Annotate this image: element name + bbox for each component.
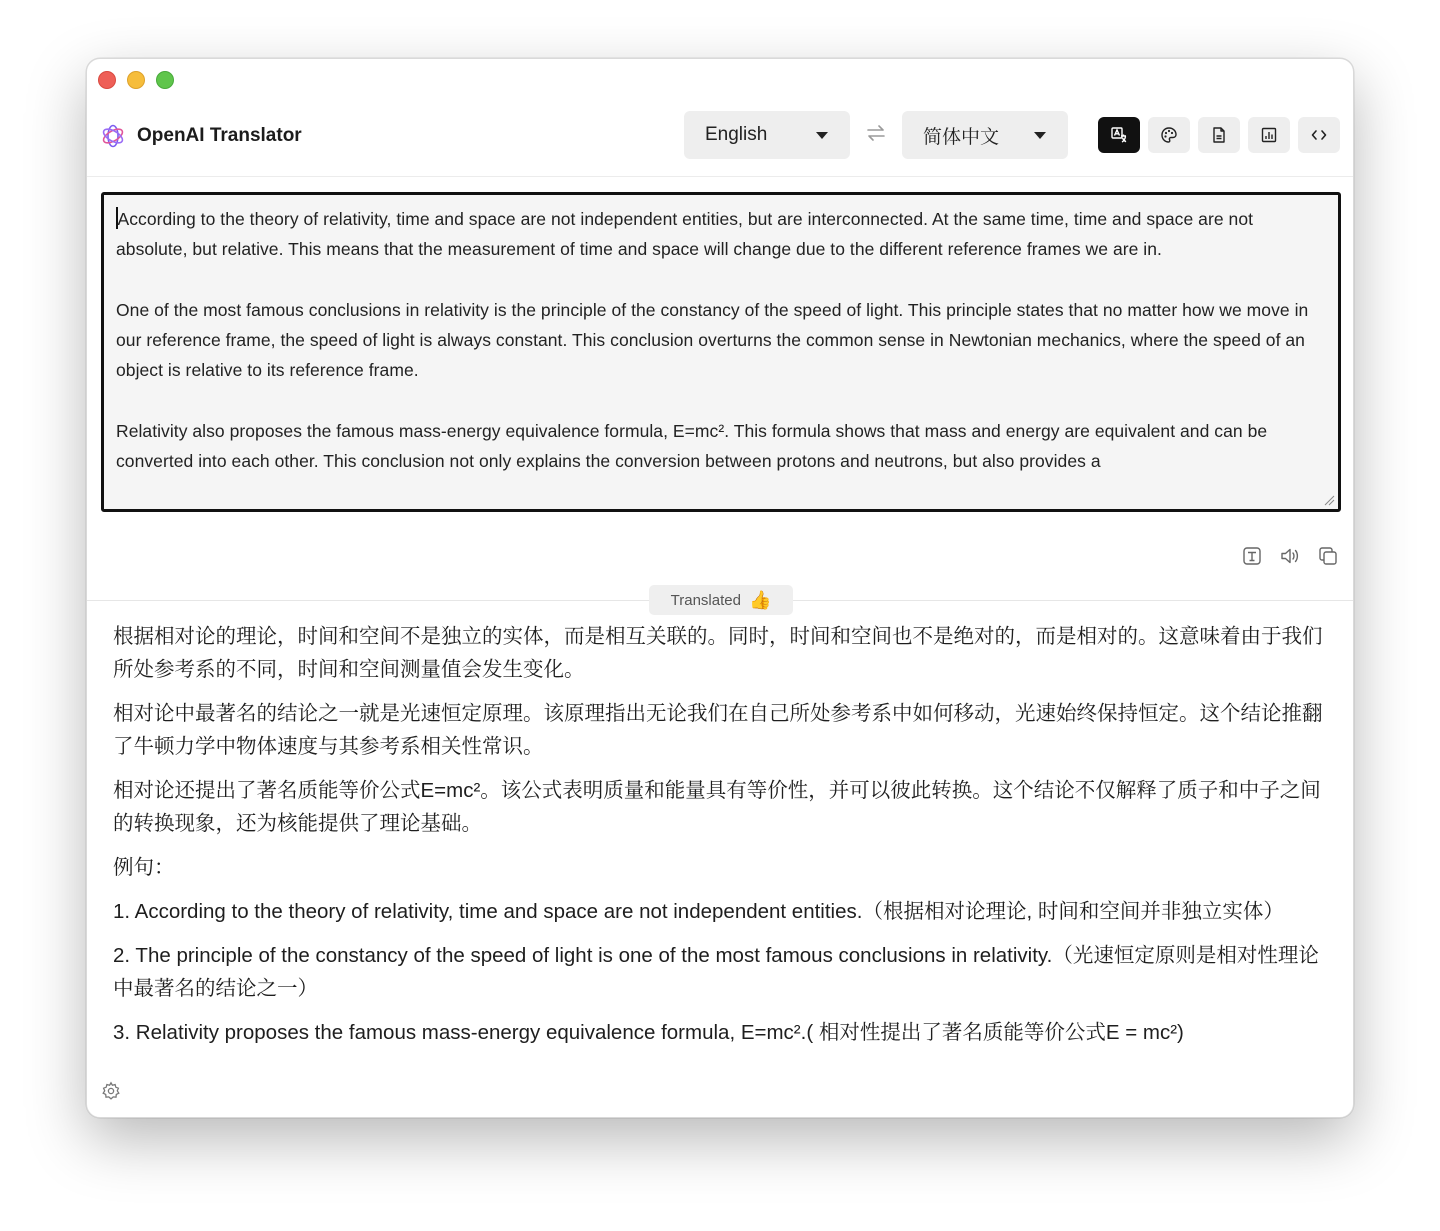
openai-logo-icon [100, 123, 126, 149]
result-paragraph: 例句： [113, 856, 175, 879]
app-title: OpenAI Translator [137, 125, 302, 146]
swap-languages-icon[interactable] [865, 124, 887, 142]
thumbs-up-icon: 👍 [748, 590, 772, 610]
app-window [86, 58, 1354, 1118]
text-format-icon[interactable] [1241, 545, 1263, 567]
translate-icon [1110, 126, 1128, 144]
resize-grip-icon[interactable] [1323, 494, 1335, 506]
source-actions [1241, 545, 1339, 567]
target-language-select[interactable] [902, 111, 1068, 159]
analyze-mode-button[interactable] [1248, 117, 1290, 153]
source-language-select[interactable] [684, 111, 850, 159]
source-paragraph: According to the theory of relativity, time and space are not independent entities, but are interconnected. At the same time, time and space are not absolute, but relative. This means that the measurement of time and space will change due to the different reference frames we are in. [116, 209, 1254, 260]
source-text-content [116, 204, 1325, 477]
translation-result [113, 620, 1333, 1068]
code-icon [1310, 126, 1328, 144]
status-label: Translated [670, 591, 741, 609]
chevron-down-icon [816, 132, 828, 139]
summarize-mode-button[interactable] [1198, 117, 1240, 153]
polish-mode-button[interactable] [1148, 117, 1190, 153]
result-paragraph: 相对论还提出了著名质能等价公式E=mc²。该公式表明质量和能量具有等价性，并可以彼此转换。这个结论不仅解释了质子和中子之间的转换现象，还为核能提供了理论基础。 [113, 779, 1321, 835]
source-paragraph: One of the most famous conclusions in relativity is the principle of the constancy of the speed of light. This principle states that no matter how we move in our reference frame, the speed of light is always constant. This conclusion overturns the common sense in Newtonian mechanics, where the speed of an object is relative to its reference frame. [116, 299, 1309, 381]
translated-status-badge [649, 585, 793, 615]
document-icon [1210, 126, 1228, 144]
target-language-label: 简体中文 [923, 126, 1000, 148]
explain-code-mode-button[interactable] [1298, 117, 1340, 153]
result-paragraph: 相对论中最著名的结论之一就是光速恒定原理。该原理指出无论我们在自己所处参考系中如何移动，光速始终保持恒定。这个结论推翻了牛顿力学中物体速度与其参考系相关性常识。 [113, 702, 1323, 758]
settings-gear-icon[interactable] [101, 1081, 121, 1101]
result-paragraph: 1. According to the theory of relativity, time and space are not independent entities.（根据相对论理论, 时间和空间并非独立实体） [113, 900, 1284, 923]
copy-icon[interactable] [1317, 545, 1339, 567]
header-bar [87, 111, 1353, 177]
chart-icon [1260, 126, 1278, 144]
chevron-down-icon [1034, 132, 1046, 139]
zoom-window-button[interactable] [156, 71, 174, 89]
minimize-window-button[interactable] [127, 71, 145, 89]
source-text-editor[interactable] [101, 192, 1341, 512]
result-paragraph: 3. Relativity proposes the famous mass-energy equivalence formula, E=mc².( 相对性提出了著名质能等价公式E = mc²) [113, 1021, 1184, 1044]
source-language-label: English [705, 124, 768, 145]
translate-mode-button[interactable] [1098, 117, 1140, 153]
close-window-button[interactable] [98, 71, 116, 89]
window-controls [98, 71, 174, 89]
palette-icon [1160, 126, 1178, 144]
speaker-icon[interactable] [1279, 545, 1301, 567]
result-paragraph: 根据相对论的理论，时间和空间不是独立的实体，而是相互关联的。同时，时间和空间也不是绝对的，而是相对的。这意味着由于我们所处参考系的不同，时间和空间测量值会发生变化。 [113, 625, 1323, 681]
source-paragraph: Relativity also proposes the famous mass-energy equivalence formula, E=mc². This formula shows that mass and energy are equivalent and can be converted into each other. This conclusion not only explains the conversion between protons and neutrons, but also provides a [116, 421, 1268, 472]
result-paragraph: 2. The principle of the constancy of the speed of light is one of the most famous conclusions in relativity.（光速恒定原则是相对性理论中最著名的结论之一） [113, 944, 1319, 1000]
